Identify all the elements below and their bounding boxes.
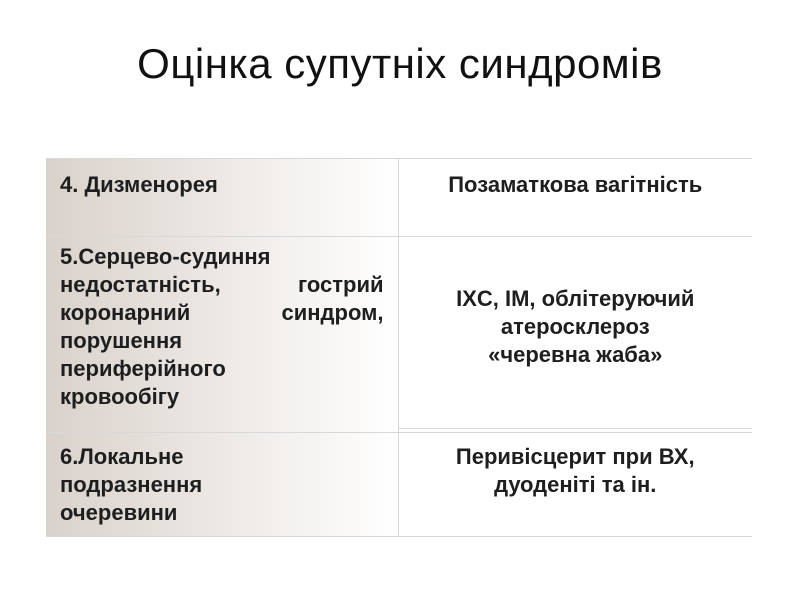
- cell-text: подразнення: [60, 472, 203, 497]
- cell-divider: [398, 428, 752, 429]
- table-row: [46, 433, 752, 537]
- cell-word: недостатність,: [60, 272, 221, 297]
- table-cell-comorbidity: [398, 159, 752, 237]
- table-cell-condition: [46, 159, 398, 237]
- cell-text-justified: [60, 271, 384, 299]
- cell-text: 6.Локальне: [60, 444, 184, 469]
- cell-text: 4. Дизменорея: [60, 172, 218, 197]
- table-cell-condition: [46, 433, 398, 537]
- table-cell-comorbidity: [398, 237, 752, 433]
- syndrome-table: [46, 158, 752, 537]
- cell-text: периферійного: [60, 356, 226, 381]
- cell-text: «черевна жаба»: [488, 342, 663, 367]
- cell-text: порушення: [60, 328, 183, 353]
- cell-text-justified: [60, 299, 384, 327]
- cell-word: коронарний: [60, 300, 191, 325]
- table-row: [46, 237, 752, 433]
- cell-word: гострий: [297, 272, 384, 297]
- cell-text: дуоденіті та ін.: [494, 472, 657, 497]
- cell-text: Позаматкова вагітність: [448, 172, 703, 197]
- table-cell-comorbidity: [398, 433, 752, 537]
- cell-text: кровообігу: [60, 384, 180, 409]
- cell-text: очеревини: [60, 500, 178, 525]
- cell-text: атеросклероз: [500, 314, 650, 339]
- cell-text: 5.Серцево-судиння: [60, 244, 271, 269]
- table-cell-condition: [46, 237, 398, 433]
- cell-word: синдром,: [281, 300, 384, 325]
- cell-text: Перивісцерит при ВХ,: [455, 444, 695, 469]
- table-row: [46, 159, 752, 237]
- slide-title: Оцінка супутніх синдромів: [137, 40, 663, 87]
- cell-text: IXC, IM, облітеруючий: [456, 286, 695, 311]
